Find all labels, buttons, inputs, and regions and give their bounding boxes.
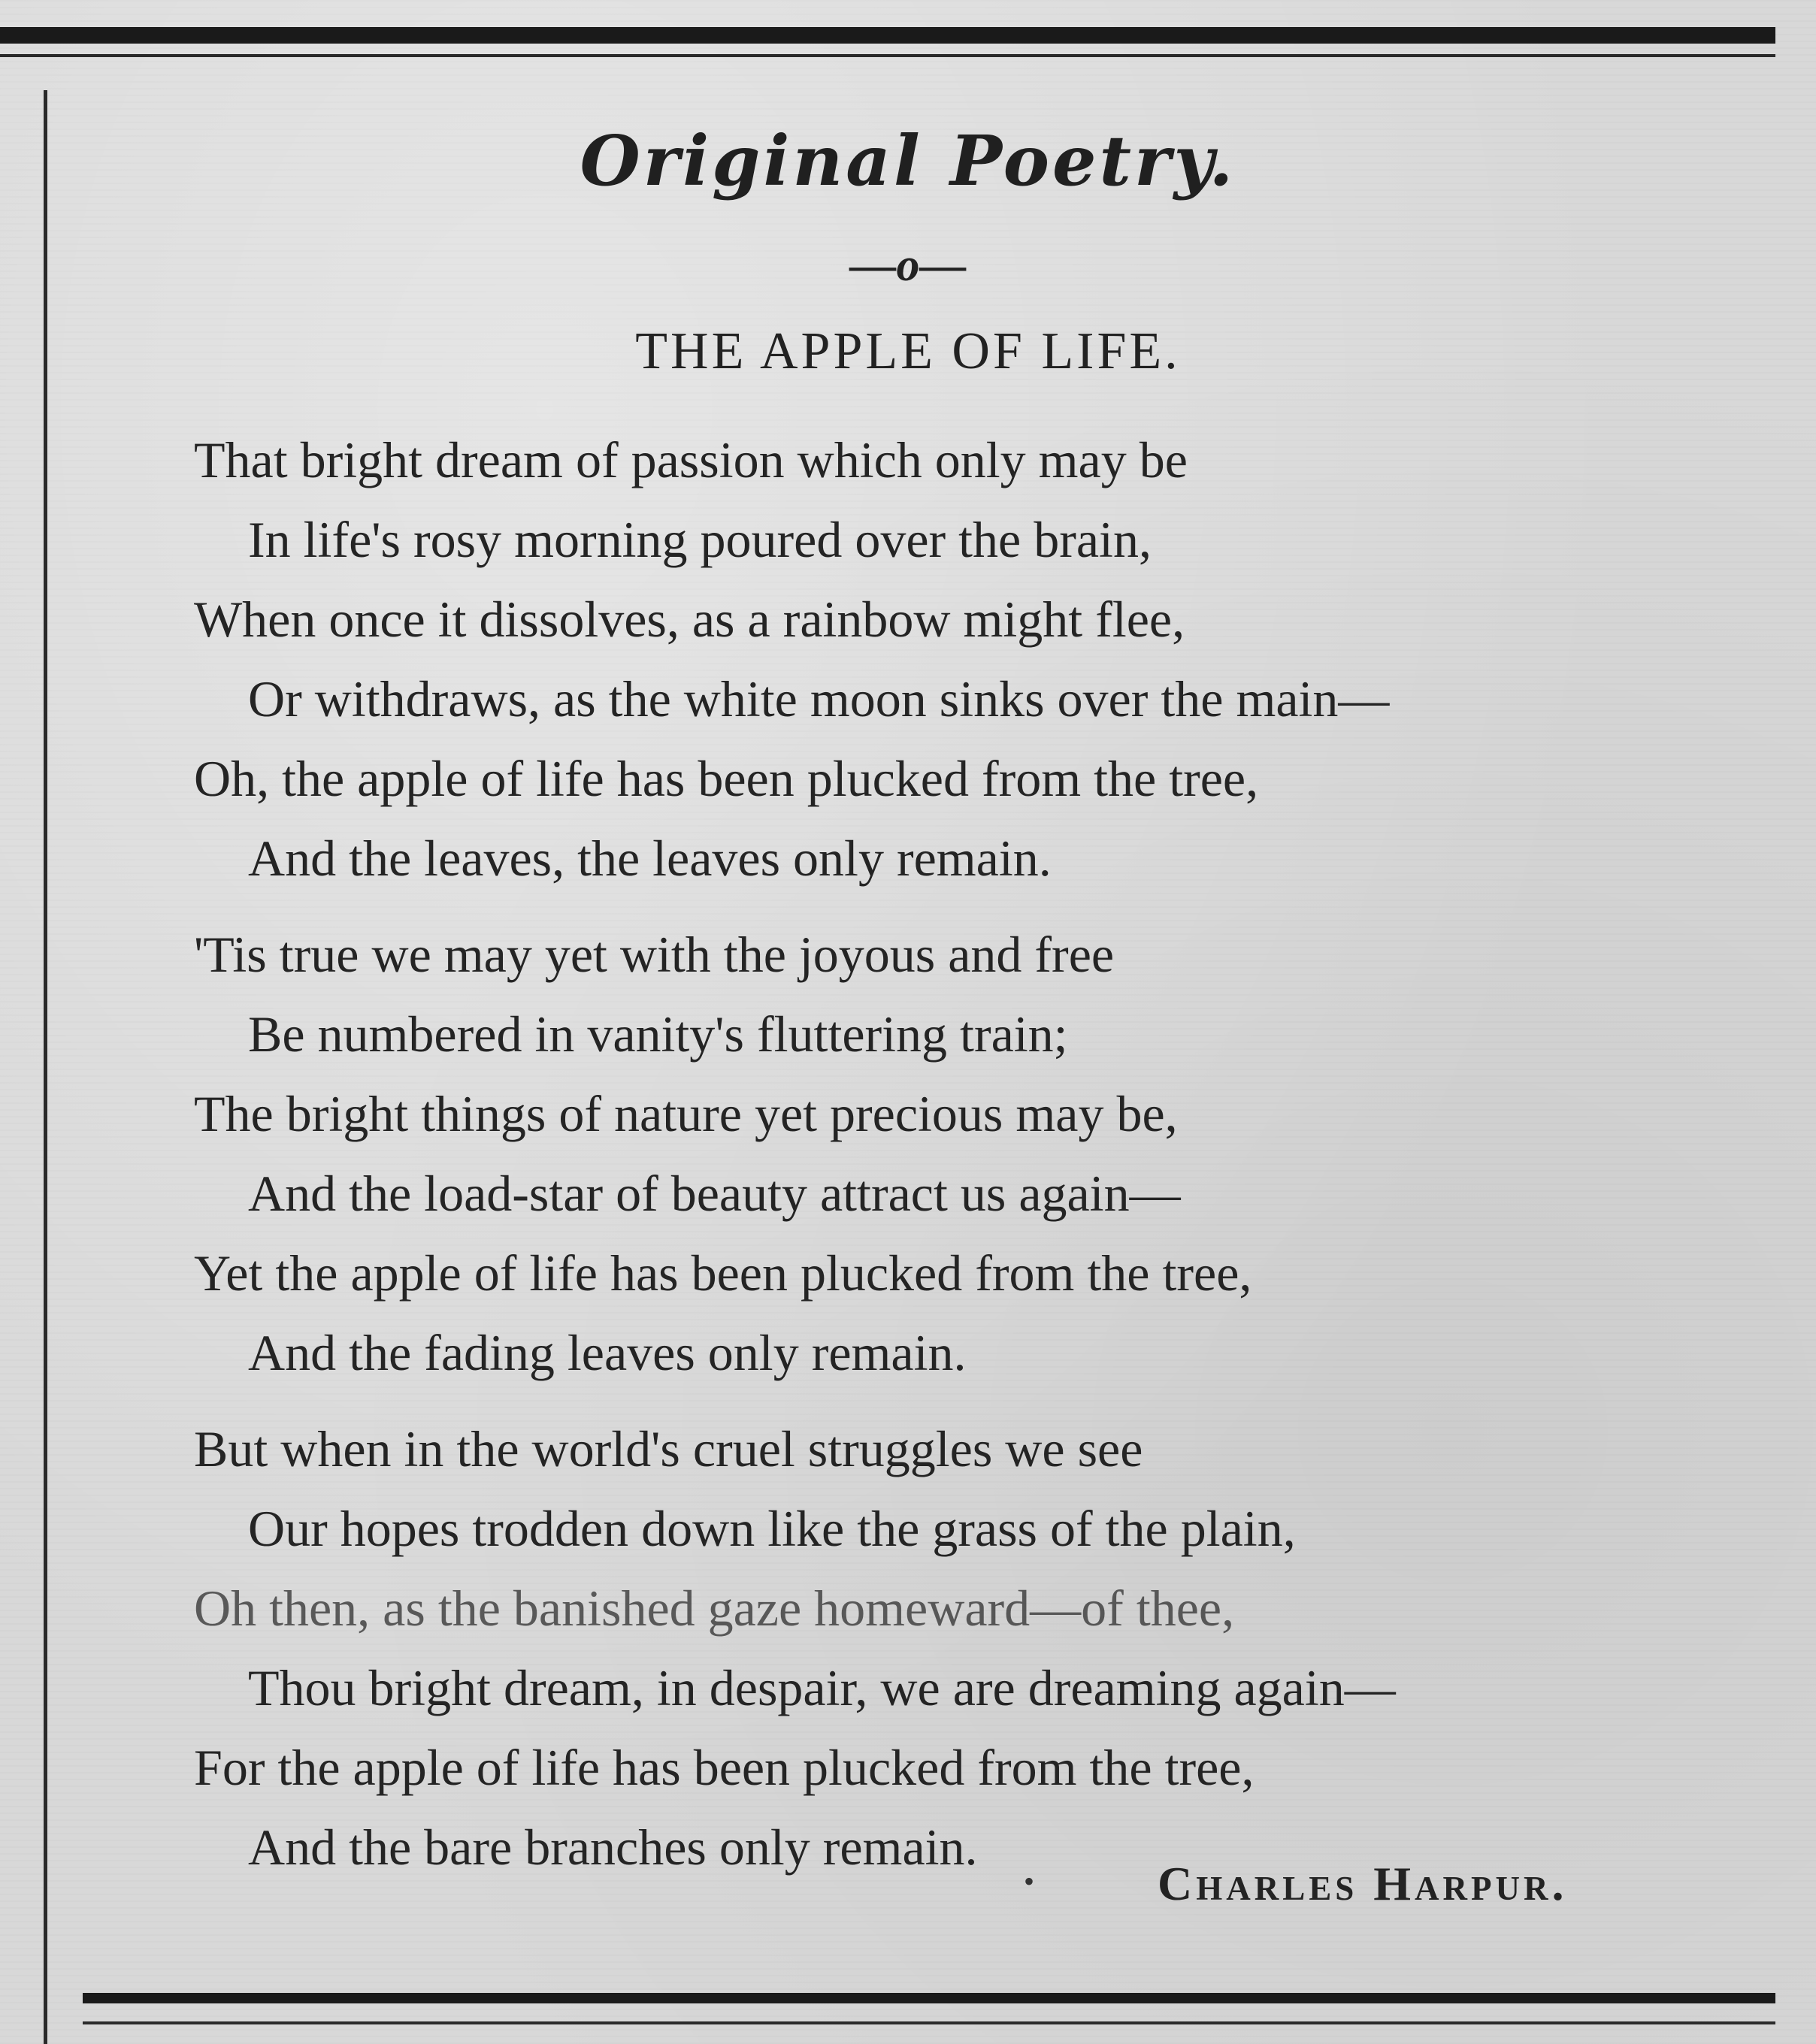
poem-line: Our hopes trodden down like the grass of the plain, (248, 1500, 1296, 1557)
poem-line: And the leaves, the leaves only remain. (248, 830, 1052, 887)
poem-line: For the apple of life has been plucked from the tree, (194, 1739, 1255, 1796)
poem-line: Or withdraws, as the white moon sinks over the main— (248, 670, 1390, 727)
author-signature: Charles Harpur. (1158, 1857, 1568, 1910)
ornament-divider: —o— (849, 240, 967, 291)
column-divider (44, 90, 47, 2044)
section-heading: Original Poetry. (580, 120, 1236, 201)
poem-line: Thou bright dream, in despair, we are dreaming again— (248, 1659, 1396, 1716)
top-thick-rule (0, 27, 1775, 44)
poem-line: Yet the apple of life has been plucked from the tree, (194, 1244, 1252, 1302)
poem-line: That bright dream of passion which only may be (194, 431, 1188, 488)
poem-line: And the fading leaves only remain. (248, 1324, 967, 1381)
poem-line: But when in the world's cruel struggles we see (194, 1420, 1143, 1477)
poem-line: Oh then, as the banished gaze homeward—of thee, (194, 1580, 1235, 1637)
poem-line: When once it dissolves, as a rainbow might flee, (194, 591, 1185, 648)
bullet-mark: • (1024, 1864, 1035, 1898)
bottom-thick-rule (83, 1993, 1775, 2003)
poem-line: Be numbered in vanity's fluttering train; (248, 1005, 1068, 1063)
top-thin-rule (0, 54, 1775, 57)
poem-line: In life's rosy morning poured over the brain, (248, 511, 1152, 568)
poem-line: The bright things of nature yet precious may be, (194, 1085, 1178, 1142)
poem-title: THE APPLE OF LIFE. (635, 322, 1181, 380)
poem-line: And the bare branches only remain. (248, 1819, 978, 1876)
poem-line: 'Tis true we may yet with the joyous and free (194, 926, 1115, 983)
bottom-thin-rule (83, 2021, 1775, 2024)
poem-line: And the load-star of beauty attract us again— (248, 1165, 1181, 1222)
poem-line: Oh, the apple of life has been plucked from the tree, (194, 750, 1259, 807)
